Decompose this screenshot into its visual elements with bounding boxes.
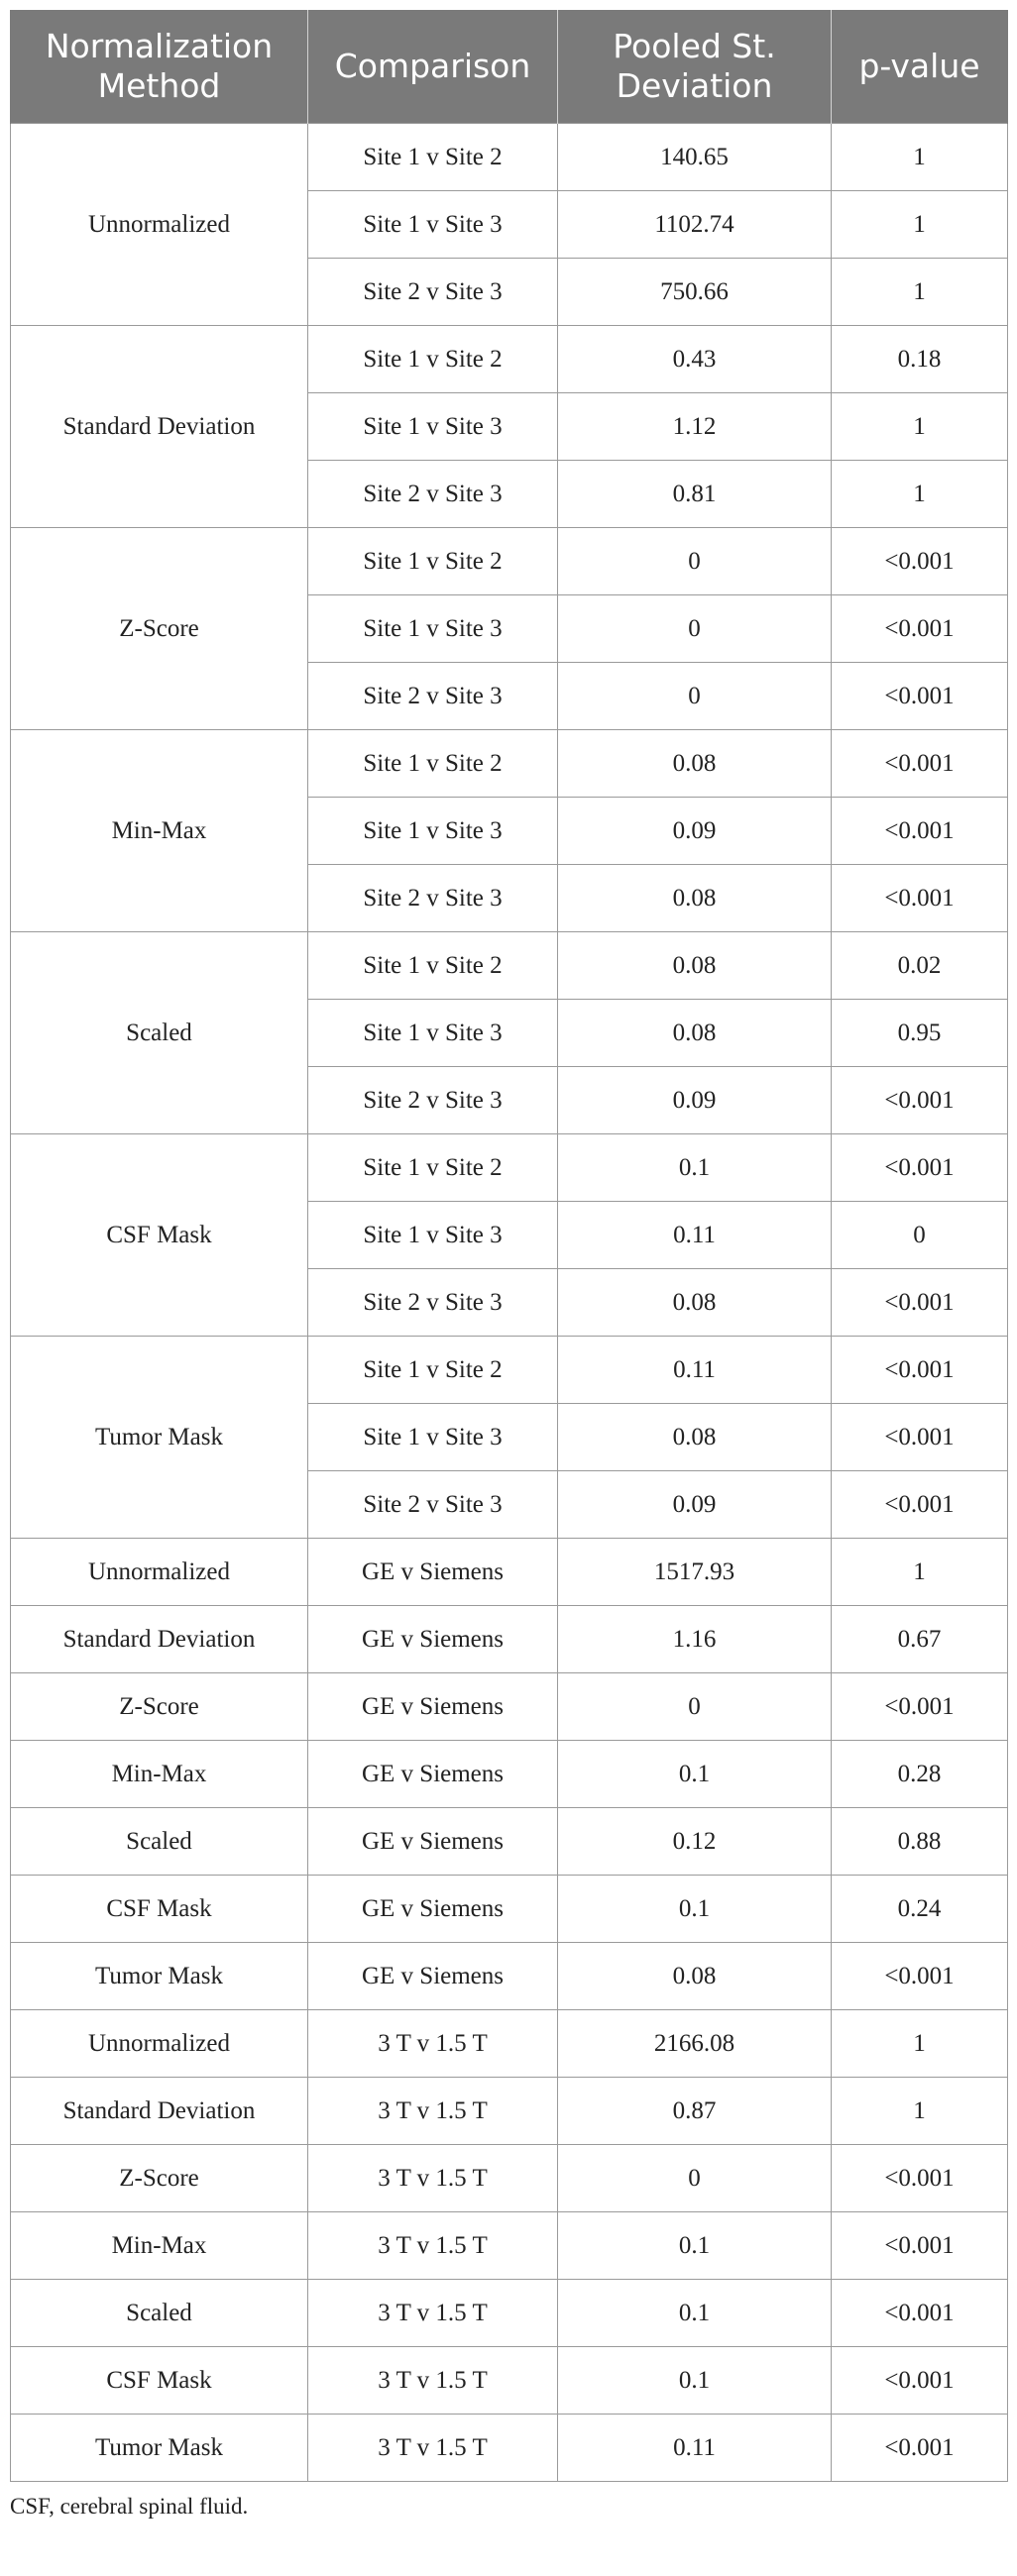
- normalization-method-cell: Scaled: [11, 932, 308, 1134]
- pooled-sd-cell: 140.65: [558, 124, 832, 191]
- p-value-cell: 0.24: [832, 1876, 1008, 1943]
- pooled-sd-cell: 0.81: [558, 461, 832, 528]
- p-value-cell: 0: [832, 1202, 1008, 1269]
- table-container: [10, 10, 1007, 2520]
- p-value-cell: <0.001: [832, 798, 1008, 865]
- comparison-cell: Site 1 v Site 3: [308, 1404, 558, 1471]
- pooled-sd-cell: 0.87: [558, 2078, 832, 2145]
- table-row: [11, 1337, 1008, 1404]
- normalization-method-cell: Scaled: [11, 2280, 308, 2347]
- normalization-method-cell: Unnormalized: [11, 1539, 308, 1606]
- comparison-cell: Site 1 v Site 2: [308, 124, 558, 191]
- comparison-cell: GE v Siemens: [308, 1673, 558, 1741]
- p-value-cell: 1: [832, 1539, 1008, 1606]
- comparison-cell: Site 1 v Site 2: [308, 528, 558, 595]
- comparison-cell: 3 T v 1.5 T: [308, 2347, 558, 2415]
- comparison-cell: 3 T v 1.5 T: [308, 2212, 558, 2280]
- pooled-sd-cell: 2166.08: [558, 2010, 832, 2078]
- comparison-cell: Site 1 v Site 3: [308, 1000, 558, 1067]
- pooled-sd-cell: 0.09: [558, 1067, 832, 1134]
- results-table: [10, 10, 1008, 2482]
- pooled-sd-cell: 0: [558, 2145, 832, 2212]
- normalization-method-cell: Unnormalized: [11, 2010, 308, 2078]
- table-row: [11, 528, 1008, 595]
- comparison-cell: Site 2 v Site 3: [308, 259, 558, 326]
- p-value-cell: <0.001: [832, 730, 1008, 798]
- header-pooled-st-deviation: Pooled St. Deviation: [558, 10, 832, 124]
- pooled-sd-cell: 0.09: [558, 798, 832, 865]
- table-row: [11, 2212, 1008, 2280]
- comparison-cell: Site 2 v Site 3: [308, 461, 558, 528]
- comparison-cell: GE v Siemens: [308, 1539, 558, 1606]
- pooled-sd-cell: 0.11: [558, 2415, 832, 2482]
- p-value-cell: <0.001: [832, 1269, 1008, 1337]
- p-value-cell: <0.001: [832, 595, 1008, 663]
- p-value-cell: 0.95: [832, 1000, 1008, 1067]
- comparison-cell: Site 1 v Site 2: [308, 932, 558, 1000]
- p-value-cell: 0.88: [832, 1808, 1008, 1876]
- normalization-method-cell: Z-Score: [11, 2145, 308, 2212]
- normalization-method-cell: Z-Score: [11, 1673, 308, 1741]
- p-value-cell: <0.001: [832, 2145, 1008, 2212]
- p-value-cell: 0.67: [832, 1606, 1008, 1673]
- table-row: [11, 1606, 1008, 1673]
- pooled-sd-cell: 0.43: [558, 326, 832, 393]
- pooled-sd-cell: 0.1: [558, 1741, 832, 1808]
- comparison-cell: GE v Siemens: [308, 1808, 558, 1876]
- p-value-cell: 1: [832, 124, 1008, 191]
- pooled-sd-cell: 0.11: [558, 1202, 832, 1269]
- p-value-cell: <0.001: [832, 2212, 1008, 2280]
- table-row: [11, 2010, 1008, 2078]
- comparison-cell: 3 T v 1.5 T: [308, 2280, 558, 2347]
- header-p-value: p-value: [832, 10, 1008, 124]
- pooled-sd-cell: 1.12: [558, 393, 832, 461]
- pooled-sd-cell: 750.66: [558, 259, 832, 326]
- table-row: [11, 932, 1008, 1000]
- header-normalization-method: Normalization Method: [11, 10, 308, 124]
- table-row: [11, 2145, 1008, 2212]
- comparison-cell: Site 1 v Site 3: [308, 393, 558, 461]
- p-value-cell: 1: [832, 2010, 1008, 2078]
- pooled-sd-cell: 0: [558, 528, 832, 595]
- normalization-method-cell: Z-Score: [11, 528, 308, 730]
- p-value-cell: 0.02: [832, 932, 1008, 1000]
- comparison-cell: Site 2 v Site 3: [308, 1471, 558, 1539]
- p-value-cell: 1: [832, 393, 1008, 461]
- normalization-method-cell: CSF Mask: [11, 1134, 308, 1337]
- table-row: [11, 124, 1008, 191]
- pooled-sd-cell: 1517.93: [558, 1539, 832, 1606]
- pooled-sd-cell: 0.08: [558, 1269, 832, 1337]
- table-header: [11, 10, 1008, 124]
- table-row: [11, 2078, 1008, 2145]
- pooled-sd-cell: 0.08: [558, 932, 832, 1000]
- p-value-cell: <0.001: [832, 1134, 1008, 1202]
- pooled-sd-cell: 0.1: [558, 1876, 832, 1943]
- normalization-method-cell: Unnormalized: [11, 124, 308, 326]
- normalization-method-cell: Min-Max: [11, 730, 308, 932]
- comparison-cell: 3 T v 1.5 T: [308, 2145, 558, 2212]
- pooled-sd-cell: 0.08: [558, 1000, 832, 1067]
- normalization-method-cell: Standard Deviation: [11, 326, 308, 528]
- table-row: [11, 730, 1008, 798]
- comparison-cell: Site 2 v Site 3: [308, 663, 558, 730]
- comparison-cell: Site 1 v Site 3: [308, 1202, 558, 1269]
- comparison-cell: Site 2 v Site 3: [308, 865, 558, 932]
- table-row: [11, 1943, 1008, 2010]
- pooled-sd-cell: 1.16: [558, 1606, 832, 1673]
- table-row: [11, 2347, 1008, 2415]
- p-value-cell: <0.001: [832, 865, 1008, 932]
- table-row: [11, 1539, 1008, 1606]
- pooled-sd-cell: 0.1: [558, 2212, 832, 2280]
- comparison-cell: Site 2 v Site 3: [308, 1269, 558, 1337]
- normalization-method-cell: Min-Max: [11, 2212, 308, 2280]
- pooled-sd-cell: 0.11: [558, 1337, 832, 1404]
- header-row: [11, 10, 1008, 124]
- comparison-cell: GE v Siemens: [308, 1943, 558, 2010]
- pooled-sd-cell: 0: [558, 595, 832, 663]
- comparison-cell: 3 T v 1.5 T: [308, 2415, 558, 2482]
- p-value-cell: 1: [832, 2078, 1008, 2145]
- pooled-sd-cell: 1102.74: [558, 191, 832, 259]
- p-value-cell: 1: [832, 461, 1008, 528]
- pooled-sd-cell: 0: [558, 663, 832, 730]
- normalization-method-cell: CSF Mask: [11, 1876, 308, 1943]
- p-value-cell: 1: [832, 191, 1008, 259]
- p-value-cell: <0.001: [832, 1471, 1008, 1539]
- comparison-cell: GE v Siemens: [308, 1741, 558, 1808]
- normalization-method-cell: Tumor Mask: [11, 2415, 308, 2482]
- p-value-cell: <0.001: [832, 663, 1008, 730]
- table-row: [11, 326, 1008, 393]
- comparison-cell: GE v Siemens: [308, 1876, 558, 1943]
- p-value-cell: 1: [832, 259, 1008, 326]
- comparison-cell: Site 1 v Site 3: [308, 595, 558, 663]
- pooled-sd-cell: 0.08: [558, 730, 832, 798]
- normalization-method-cell: Standard Deviation: [11, 2078, 308, 2145]
- pooled-sd-cell: 0.12: [558, 1808, 832, 1876]
- comparison-cell: Site 1 v Site 3: [308, 798, 558, 865]
- normalization-method-cell: Tumor Mask: [11, 1337, 308, 1539]
- comparison-cell: Site 1 v Site 2: [308, 1134, 558, 1202]
- pooled-sd-cell: 0.1: [558, 1134, 832, 1202]
- comparison-cell: Site 1 v Site 2: [308, 1337, 558, 1404]
- table-row: [11, 1876, 1008, 1943]
- p-value-cell: <0.001: [832, 1673, 1008, 1741]
- pooled-sd-cell: 0.1: [558, 2280, 832, 2347]
- pooled-sd-cell: 0: [558, 1673, 832, 1741]
- pooled-sd-cell: 0.08: [558, 1943, 832, 2010]
- p-value-cell: <0.001: [832, 1943, 1008, 2010]
- pooled-sd-cell: 0.09: [558, 1471, 832, 1539]
- pooled-sd-cell: 0.08: [558, 1404, 832, 1471]
- table-body: [11, 124, 1008, 2482]
- normalization-method-cell: Tumor Mask: [11, 1943, 308, 2010]
- normalization-method-cell: Min-Max: [11, 1741, 308, 1808]
- p-value-cell: <0.001: [832, 2280, 1008, 2347]
- table-row: [11, 2280, 1008, 2347]
- p-value-cell: 0.28: [832, 1741, 1008, 1808]
- comparison-cell: 3 T v 1.5 T: [308, 2078, 558, 2145]
- table-row: [11, 1808, 1008, 1876]
- table-row: [11, 1134, 1008, 1202]
- table-footnote: CSF, cerebral spinal fluid.: [10, 2494, 249, 2519]
- normalization-method-cell: CSF Mask: [11, 2347, 308, 2415]
- table-row: [11, 1741, 1008, 1808]
- comparison-cell: 3 T v 1.5 T: [308, 2010, 558, 2078]
- normalization-method-cell: Standard Deviation: [11, 1606, 308, 1673]
- header-comparison: Comparison: [308, 10, 558, 124]
- p-value-cell: <0.001: [832, 1067, 1008, 1134]
- comparison-cell: Site 1 v Site 2: [308, 326, 558, 393]
- p-value-cell: <0.001: [832, 2415, 1008, 2482]
- normalization-method-cell: Scaled: [11, 1808, 308, 1876]
- p-value-cell: <0.001: [832, 528, 1008, 595]
- p-value-cell: <0.001: [832, 1404, 1008, 1471]
- comparison-cell: Site 1 v Site 2: [308, 730, 558, 798]
- p-value-cell: <0.001: [832, 2347, 1008, 2415]
- p-value-cell: 0.18: [832, 326, 1008, 393]
- comparison-cell: Site 1 v Site 3: [308, 191, 558, 259]
- table-row: [11, 1673, 1008, 1741]
- pooled-sd-cell: 0.08: [558, 865, 832, 932]
- comparison-cell: GE v Siemens: [308, 1606, 558, 1673]
- pooled-sd-cell: 0.1: [558, 2347, 832, 2415]
- table-row: [11, 2415, 1008, 2482]
- p-value-cell: <0.001: [832, 1337, 1008, 1404]
- comparison-cell: Site 2 v Site 3: [308, 1067, 558, 1134]
